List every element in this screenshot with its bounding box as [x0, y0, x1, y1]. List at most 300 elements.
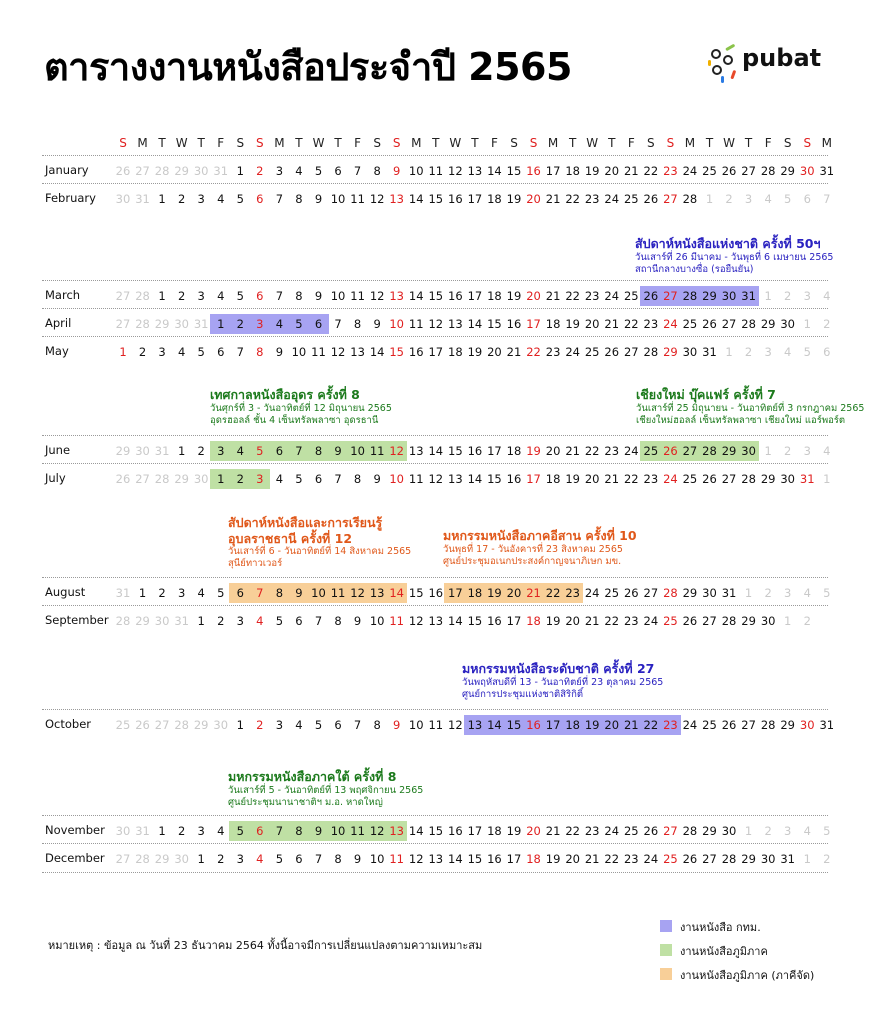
day-cell: 15 — [487, 317, 502, 331]
adjacent-day: 26 — [115, 472, 131, 486]
day-cell: 5 — [217, 586, 225, 600]
event-dates: วันเสาร์ที่ 5 - วันอาทิตย์ที่ 13 พฤศจิกายน 2565 — [228, 784, 424, 796]
day-cell: 2 — [158, 586, 166, 600]
day-cell: 9 — [353, 852, 362, 866]
day-cell: 6 — [256, 289, 264, 303]
day-cell: 1 — [217, 317, 225, 331]
day-cell: 23 — [643, 317, 659, 331]
adjacent-day: 1 — [803, 317, 811, 331]
event-title: สัปดาห์หนังสือแห่งชาติ ครั้งที่ 50ฯ — [635, 236, 821, 251]
adjacent-day: 26 — [135, 718, 150, 732]
day-cell: 21 — [584, 614, 600, 628]
day-cell: 1 — [177, 444, 186, 458]
day-cell: 5 — [256, 444, 264, 458]
day-cell: 27 — [623, 345, 639, 359]
weekday-label: F — [217, 136, 225, 150]
adjacent-day: 2 — [784, 289, 792, 303]
day-cell: 24 — [643, 852, 659, 866]
day-cell: 5 — [236, 289, 244, 303]
footnote: หมายเหตุ : ข้อมูล ณ วันที่ 23 ธันวาคม 2564 ทั้งนี้อาจมีการเปลี่ยนแปลงตามความเหมาะสม — [48, 939, 483, 952]
day-cell: 15 — [506, 718, 522, 732]
day-cell: 3 — [275, 718, 284, 732]
day-cell: 4 — [217, 824, 225, 838]
weekday-label: W — [312, 136, 325, 150]
weekday-label: T — [432, 136, 440, 150]
day-cell: 19 — [506, 192, 522, 206]
day-cell: 2 — [217, 852, 225, 866]
day-cell: 3 — [197, 824, 205, 838]
day-cell: 12 — [428, 317, 444, 331]
day-cell: 16 — [506, 472, 522, 486]
weekday-label: F — [490, 136, 498, 150]
day-cell: 6 — [256, 824, 264, 838]
day-cell: 11 — [350, 289, 365, 303]
day-cell: 7 — [334, 317, 342, 331]
day-cell: 1 — [197, 614, 205, 628]
weekday-label: S — [529, 136, 538, 150]
event-ubon-book-week — [228, 515, 428, 570]
day-cell: 4 — [197, 586, 205, 600]
day-cell: 27 — [663, 192, 678, 206]
day-cell: 22 — [565, 824, 580, 838]
day-cell: 1 — [138, 586, 147, 600]
day-cell: 5 — [295, 317, 303, 331]
day-cell: 13 — [448, 317, 463, 331]
legend-label: งานหนังสือ กทม. — [680, 921, 761, 934]
month-label: February — [45, 191, 96, 205]
legend-label: งานหนังสือภูมิภาค (ภาคีจัด) — [680, 969, 815, 982]
adjacent-day: 1 — [764, 289, 772, 303]
day-cell: 14 — [408, 289, 424, 303]
day-cell: 29 — [780, 164, 795, 178]
weekday-label: S — [783, 136, 792, 150]
weekday-label: T — [744, 136, 753, 150]
adjacent-day: 1 — [744, 586, 753, 600]
row-divider — [42, 872, 828, 873]
day-cell: 21 — [545, 192, 561, 206]
day-cell: 14 — [389, 586, 404, 600]
day-cell: 26 — [623, 586, 639, 600]
event-venue: ศูนย์ประชุมอเนกประสงค์กาญจนาภิเษก มข. — [443, 555, 622, 567]
day-cell: 18 — [506, 444, 522, 458]
day-cell: 10 — [408, 718, 424, 732]
adjacent-day: 30 — [193, 164, 209, 178]
weekday-label: M — [684, 136, 696, 150]
day-cell: 23 — [663, 718, 678, 732]
day-cell: 19 — [545, 852, 561, 866]
day-cell: 4 — [295, 164, 303, 178]
day-cell: 12 — [448, 164, 463, 178]
day-cell: 14 — [428, 444, 444, 458]
event-national-book-fair — [462, 661, 663, 700]
event-venue: เชียงใหม่ฮอลล์ เซ็นทรัลพลาซา เชียงใหม่ แอร์พอร์ต — [636, 414, 846, 426]
day-cell: 19 — [506, 824, 522, 838]
day-cell: 26 — [682, 614, 698, 628]
weekday-label: F — [627, 136, 635, 150]
day-cell: 22 — [604, 852, 620, 866]
adjacent-day: 30 — [193, 472, 209, 486]
day-cell: 3 — [197, 289, 205, 303]
adjacent-day: 30 — [154, 614, 170, 628]
day-cell: 2 — [236, 317, 244, 331]
day-cell: 17 — [526, 472, 541, 486]
day-cell: 12 — [408, 614, 424, 628]
row-divider — [42, 463, 828, 464]
day-cell: 31 — [780, 852, 795, 866]
day-cell: 10 — [389, 472, 404, 486]
day-cell: 16 — [408, 345, 424, 359]
day-cell: 18 — [487, 289, 502, 303]
day-cell: 16 — [448, 289, 463, 303]
day-cell: 27 — [741, 718, 756, 732]
day-cell: 20 — [604, 718, 620, 732]
adjacent-day: 31 — [213, 164, 229, 178]
day-cell: 29 — [682, 586, 698, 600]
adjacent-day: 31 — [135, 824, 150, 838]
day-cell: 1 — [158, 192, 166, 206]
adjacent-day: 30 — [174, 852, 189, 866]
adjacent-day: 30 — [135, 444, 150, 458]
weekday-label: W — [723, 136, 735, 150]
day-cell: 9 — [393, 718, 401, 732]
day-cell: 18 — [526, 852, 541, 866]
row-divider — [42, 155, 828, 156]
day-cell: 9 — [353, 614, 362, 628]
day-cell: 22 — [584, 444, 600, 458]
day-cell: 10 — [369, 614, 385, 628]
day-cell: 24 — [682, 164, 698, 178]
day-cell: 12 — [350, 586, 365, 600]
weekday-label: S — [666, 136, 675, 150]
day-cell: 29 — [702, 824, 717, 838]
day-cell: 16 — [487, 852, 502, 866]
day-cell: 20 — [584, 317, 600, 331]
day-cell: 17 — [506, 852, 522, 866]
adjacent-day: 2 — [744, 345, 753, 359]
day-cell: 1 — [158, 289, 166, 303]
day-cell: 29 — [760, 472, 776, 486]
event-venue: สุนีย์ทาวเวอร์ — [228, 558, 283, 570]
month-label: April — [45, 316, 72, 330]
day-cell: 6 — [295, 852, 303, 866]
day-cell: 25 — [682, 317, 698, 331]
day-cell: 27 — [682, 444, 698, 458]
day-cell: 28 — [663, 586, 678, 600]
month-label: November — [45, 823, 105, 837]
adjacent-day: 28 — [174, 718, 189, 732]
day-cell: 5 — [275, 614, 284, 628]
day-cell: 29 — [760, 317, 776, 331]
adjacent-day: 6 — [803, 192, 811, 206]
day-cell: 26 — [643, 192, 659, 206]
day-cell: 25 — [623, 289, 639, 303]
adjacent-day: 3 — [803, 289, 811, 303]
day-cell: 8 — [353, 317, 362, 331]
day-cell: 27 — [702, 852, 717, 866]
brand-name: pubat — [742, 44, 822, 72]
adjacent-day: 4 — [803, 586, 811, 600]
adjacent-day: 30 — [115, 192, 131, 206]
adjacent-day: 28 — [154, 164, 170, 178]
day-cell: 17 — [428, 345, 444, 359]
day-cell: 20 — [487, 345, 502, 359]
event-chiangmai-book-fair — [636, 387, 864, 426]
weekday-label: M — [547, 136, 559, 150]
day-cell: 24 — [682, 718, 698, 732]
day-cell: 22 — [565, 289, 580, 303]
day-cell: 3 — [256, 472, 264, 486]
pubat-logo-icon — [708, 40, 742, 84]
day-cell: 30 — [799, 718, 815, 732]
adjacent-day: 2 — [725, 192, 733, 206]
day-cell: 27 — [663, 824, 678, 838]
adjacent-day: 27 — [115, 317, 131, 331]
legend-item-orange — [660, 966, 850, 990]
day-cell: 25 — [643, 444, 659, 458]
row-divider — [42, 843, 828, 844]
row-divider — [42, 605, 828, 606]
adjacent-day: 27 — [135, 472, 150, 486]
day-cell: 15 — [428, 192, 444, 206]
day-cell: 2 — [217, 614, 225, 628]
day-cell: 28 — [682, 824, 698, 838]
day-cell: 28 — [741, 472, 756, 486]
day-cell: 29 — [741, 852, 756, 866]
row-divider — [42, 709, 828, 710]
weekday-label: S — [392, 136, 401, 150]
day-cell: 1 — [119, 345, 127, 359]
weekday-label: T — [158, 136, 166, 150]
adjacent-day: 1 — [764, 444, 772, 458]
event-venue: สถานีกลางบางซื่อ (รอยืนยัน) — [635, 263, 754, 275]
day-cell: 23 — [584, 192, 600, 206]
pubat-logo — [708, 40, 828, 84]
day-cell: 19 — [565, 317, 580, 331]
day-cell: 6 — [217, 345, 225, 359]
day-cell: 14 — [467, 317, 483, 331]
day-cell: 3 — [236, 614, 244, 628]
event-dates: วันเสาร์ที่ 25 มิถุนายน - วันอาทิตย์ที่ 3 กรกฎาคม 2565 — [636, 402, 865, 414]
day-cell: 4 — [256, 614, 264, 628]
row-divider — [42, 280, 828, 281]
row-divider — [42, 577, 828, 578]
adjacent-day: 26 — [115, 164, 131, 178]
day-cell: 13 — [428, 852, 444, 866]
weekday-label: W — [175, 136, 188, 150]
day-cell: 17 — [467, 289, 483, 303]
day-cell: 30 — [760, 852, 776, 866]
day-cell: 27 — [702, 614, 717, 628]
day-cell: 28 — [760, 718, 776, 732]
month-label: March — [45, 288, 81, 302]
adjacent-day: 5 — [823, 586, 831, 600]
day-cell: 16 — [526, 164, 541, 178]
day-cell: 22 — [643, 718, 659, 732]
day-cell: 2 — [177, 824, 186, 838]
adjacent-day: 4 — [823, 289, 831, 303]
weekday-label: S — [803, 136, 812, 150]
adjacent-day: 4 — [823, 444, 831, 458]
day-cell: 14 — [369, 345, 385, 359]
day-cell: 7 — [275, 824, 284, 838]
day-cell: 24 — [663, 472, 678, 486]
event-dates: วันพฤหัสบดีที่ 13 - วันอาทิตย์ที่ 23 ตุลาคม 2565 — [462, 676, 664, 688]
day-cell: 23 — [604, 444, 620, 458]
day-cell: 27 — [663, 289, 678, 303]
event-venue: อุดรฮอลล์ ชั้น 4 เซ็นทรัลพลาซา อุดรธานี — [210, 414, 379, 426]
day-cell: 25 — [604, 586, 620, 600]
event-title: มหกรรมหนังสือภาคอีสาน ครั้งที่ 10 — [443, 528, 637, 543]
adjacent-day: 3 — [784, 824, 792, 838]
day-cell: 19 — [565, 472, 580, 486]
day-cell: 18 — [526, 614, 541, 628]
day-cell: 18 — [467, 586, 483, 600]
day-cell: 4 — [177, 345, 186, 359]
month-label: December — [45, 851, 105, 865]
day-cell: 11 — [428, 718, 444, 732]
weekday-label: S — [256, 136, 264, 150]
weekday-label: M — [274, 136, 285, 150]
day-cell: 29 — [721, 444, 737, 458]
legend-item-green — [660, 942, 850, 966]
month-label: June — [45, 443, 71, 457]
row-divider — [42, 435, 828, 436]
day-cell: 20 — [526, 192, 541, 206]
day-cell: 29 — [663, 345, 678, 359]
day-cell: 8 — [373, 718, 381, 732]
day-cell: 19 — [487, 586, 502, 600]
adjacent-day: 27 — [115, 289, 131, 303]
day-cell: 21 — [623, 164, 639, 178]
day-cell: 7 — [314, 614, 323, 628]
day-cell: 9 — [373, 317, 381, 331]
day-cell: 9 — [314, 289, 323, 303]
day-cell: 16 — [428, 586, 444, 600]
day-cell: 19 — [526, 444, 541, 458]
day-cell: 4 — [217, 289, 225, 303]
adjacent-day: 6 — [823, 345, 831, 359]
day-cell: 21 — [604, 472, 620, 486]
day-cell: 11 — [389, 852, 404, 866]
day-cell: 21 — [584, 852, 600, 866]
adjacent-day: 29 — [174, 472, 189, 486]
day-cell: 12 — [369, 824, 385, 838]
day-cell: 25 — [682, 472, 698, 486]
day-cell: 18 — [487, 192, 502, 206]
day-cell: 8 — [334, 852, 342, 866]
adjacent-day: 27 — [154, 718, 170, 732]
row-divider — [42, 183, 828, 184]
day-cell: 14 — [487, 164, 502, 178]
day-cell: 28 — [741, 317, 756, 331]
adjacent-day: 4 — [784, 345, 792, 359]
row-divider — [42, 308, 828, 309]
day-cell: 14 — [487, 718, 502, 732]
day-cell: 3 — [217, 444, 225, 458]
day-cell: 1 — [236, 164, 244, 178]
day-cell: 18 — [545, 317, 561, 331]
day-cell: 24 — [565, 345, 580, 359]
day-cell: 3 — [236, 852, 244, 866]
day-cell: 7 — [256, 586, 264, 600]
day-cell: 18 — [565, 718, 580, 732]
month-label: September — [45, 613, 109, 627]
day-cell: 25 — [663, 614, 678, 628]
adjacent-day: 5 — [803, 345, 811, 359]
day-cell: 21 — [545, 289, 561, 303]
adjacent-day: 31 — [193, 317, 209, 331]
adjacent-day: 29 — [154, 852, 170, 866]
day-cell: 23 — [584, 289, 600, 303]
day-cell: 17 — [545, 718, 561, 732]
event-title: มหกรรมหนังสือระดับชาติ ครั้งที่ 27 — [462, 661, 655, 676]
day-cell: 31 — [799, 472, 815, 486]
day-cell: 27 — [643, 586, 659, 600]
day-cell: 5 — [236, 824, 244, 838]
day-cell: 19 — [584, 164, 600, 178]
day-cell: 24 — [584, 586, 600, 600]
day-cell: 6 — [334, 718, 342, 732]
day-cell: 1 — [158, 824, 166, 838]
day-cell: 11 — [350, 192, 365, 206]
weekday-label: F — [354, 136, 362, 150]
event-dates: วันเสาร์ที่ 6 - วันอาทิตย์ที่ 14 สิงหาคม 2565 — [228, 546, 412, 558]
weekday-label: S — [510, 136, 518, 150]
day-cell: 26 — [702, 317, 717, 331]
day-cell: 6 — [314, 317, 323, 331]
day-cell: 8 — [314, 444, 323, 458]
day-cell: 23 — [565, 586, 580, 600]
day-cell: 26 — [643, 289, 659, 303]
adjacent-day: 28 — [135, 289, 150, 303]
adjacent-day: 29 — [193, 718, 209, 732]
day-cell: 18 — [487, 824, 502, 838]
day-cell: 7 — [236, 345, 244, 359]
day-cell: 31 — [741, 289, 756, 303]
day-cell: 5 — [275, 852, 284, 866]
event-title: มหกรรมหนังสือภาคใต้ ครั้งที่ 8 — [228, 769, 397, 784]
day-cell: 28 — [721, 614, 737, 628]
event-title: เชียงใหม่ บุ๊คแฟร์ ครั้งที่ 7 — [636, 387, 776, 402]
adjacent-day: 7 — [823, 192, 831, 206]
day-cell: 3 — [275, 164, 284, 178]
legend-swatch-green — [660, 944, 672, 956]
day-cell: 27 — [741, 164, 756, 178]
adjacent-day: 2 — [764, 824, 772, 838]
day-cell: 8 — [334, 614, 342, 628]
adjacent-day: 5 — [823, 824, 831, 838]
day-cell: 12 — [408, 852, 424, 866]
day-cell: 13 — [389, 289, 404, 303]
day-cell: 1 — [236, 718, 244, 732]
day-cell: 14 — [408, 192, 424, 206]
day-cell: 7 — [353, 164, 362, 178]
weekday-label: W — [449, 136, 462, 150]
weekday-label: T — [295, 136, 303, 150]
day-cell: 13 — [448, 472, 463, 486]
row-divider — [42, 336, 828, 337]
day-cell: 7 — [334, 472, 342, 486]
adjacent-day: 5 — [784, 192, 792, 206]
event-title: สัปดาห์หนังสือและการเรียนรู้ อุบลราชธานี ครั้งที่ 12 — [228, 515, 383, 546]
adjacent-day: 29 — [115, 444, 131, 458]
weekday-label: T — [197, 136, 205, 150]
day-cell: 29 — [780, 718, 795, 732]
day-cell: 17 — [467, 192, 483, 206]
day-cell: 5 — [236, 192, 244, 206]
day-cell: 30 — [741, 444, 756, 458]
month-label: August — [45, 585, 86, 599]
